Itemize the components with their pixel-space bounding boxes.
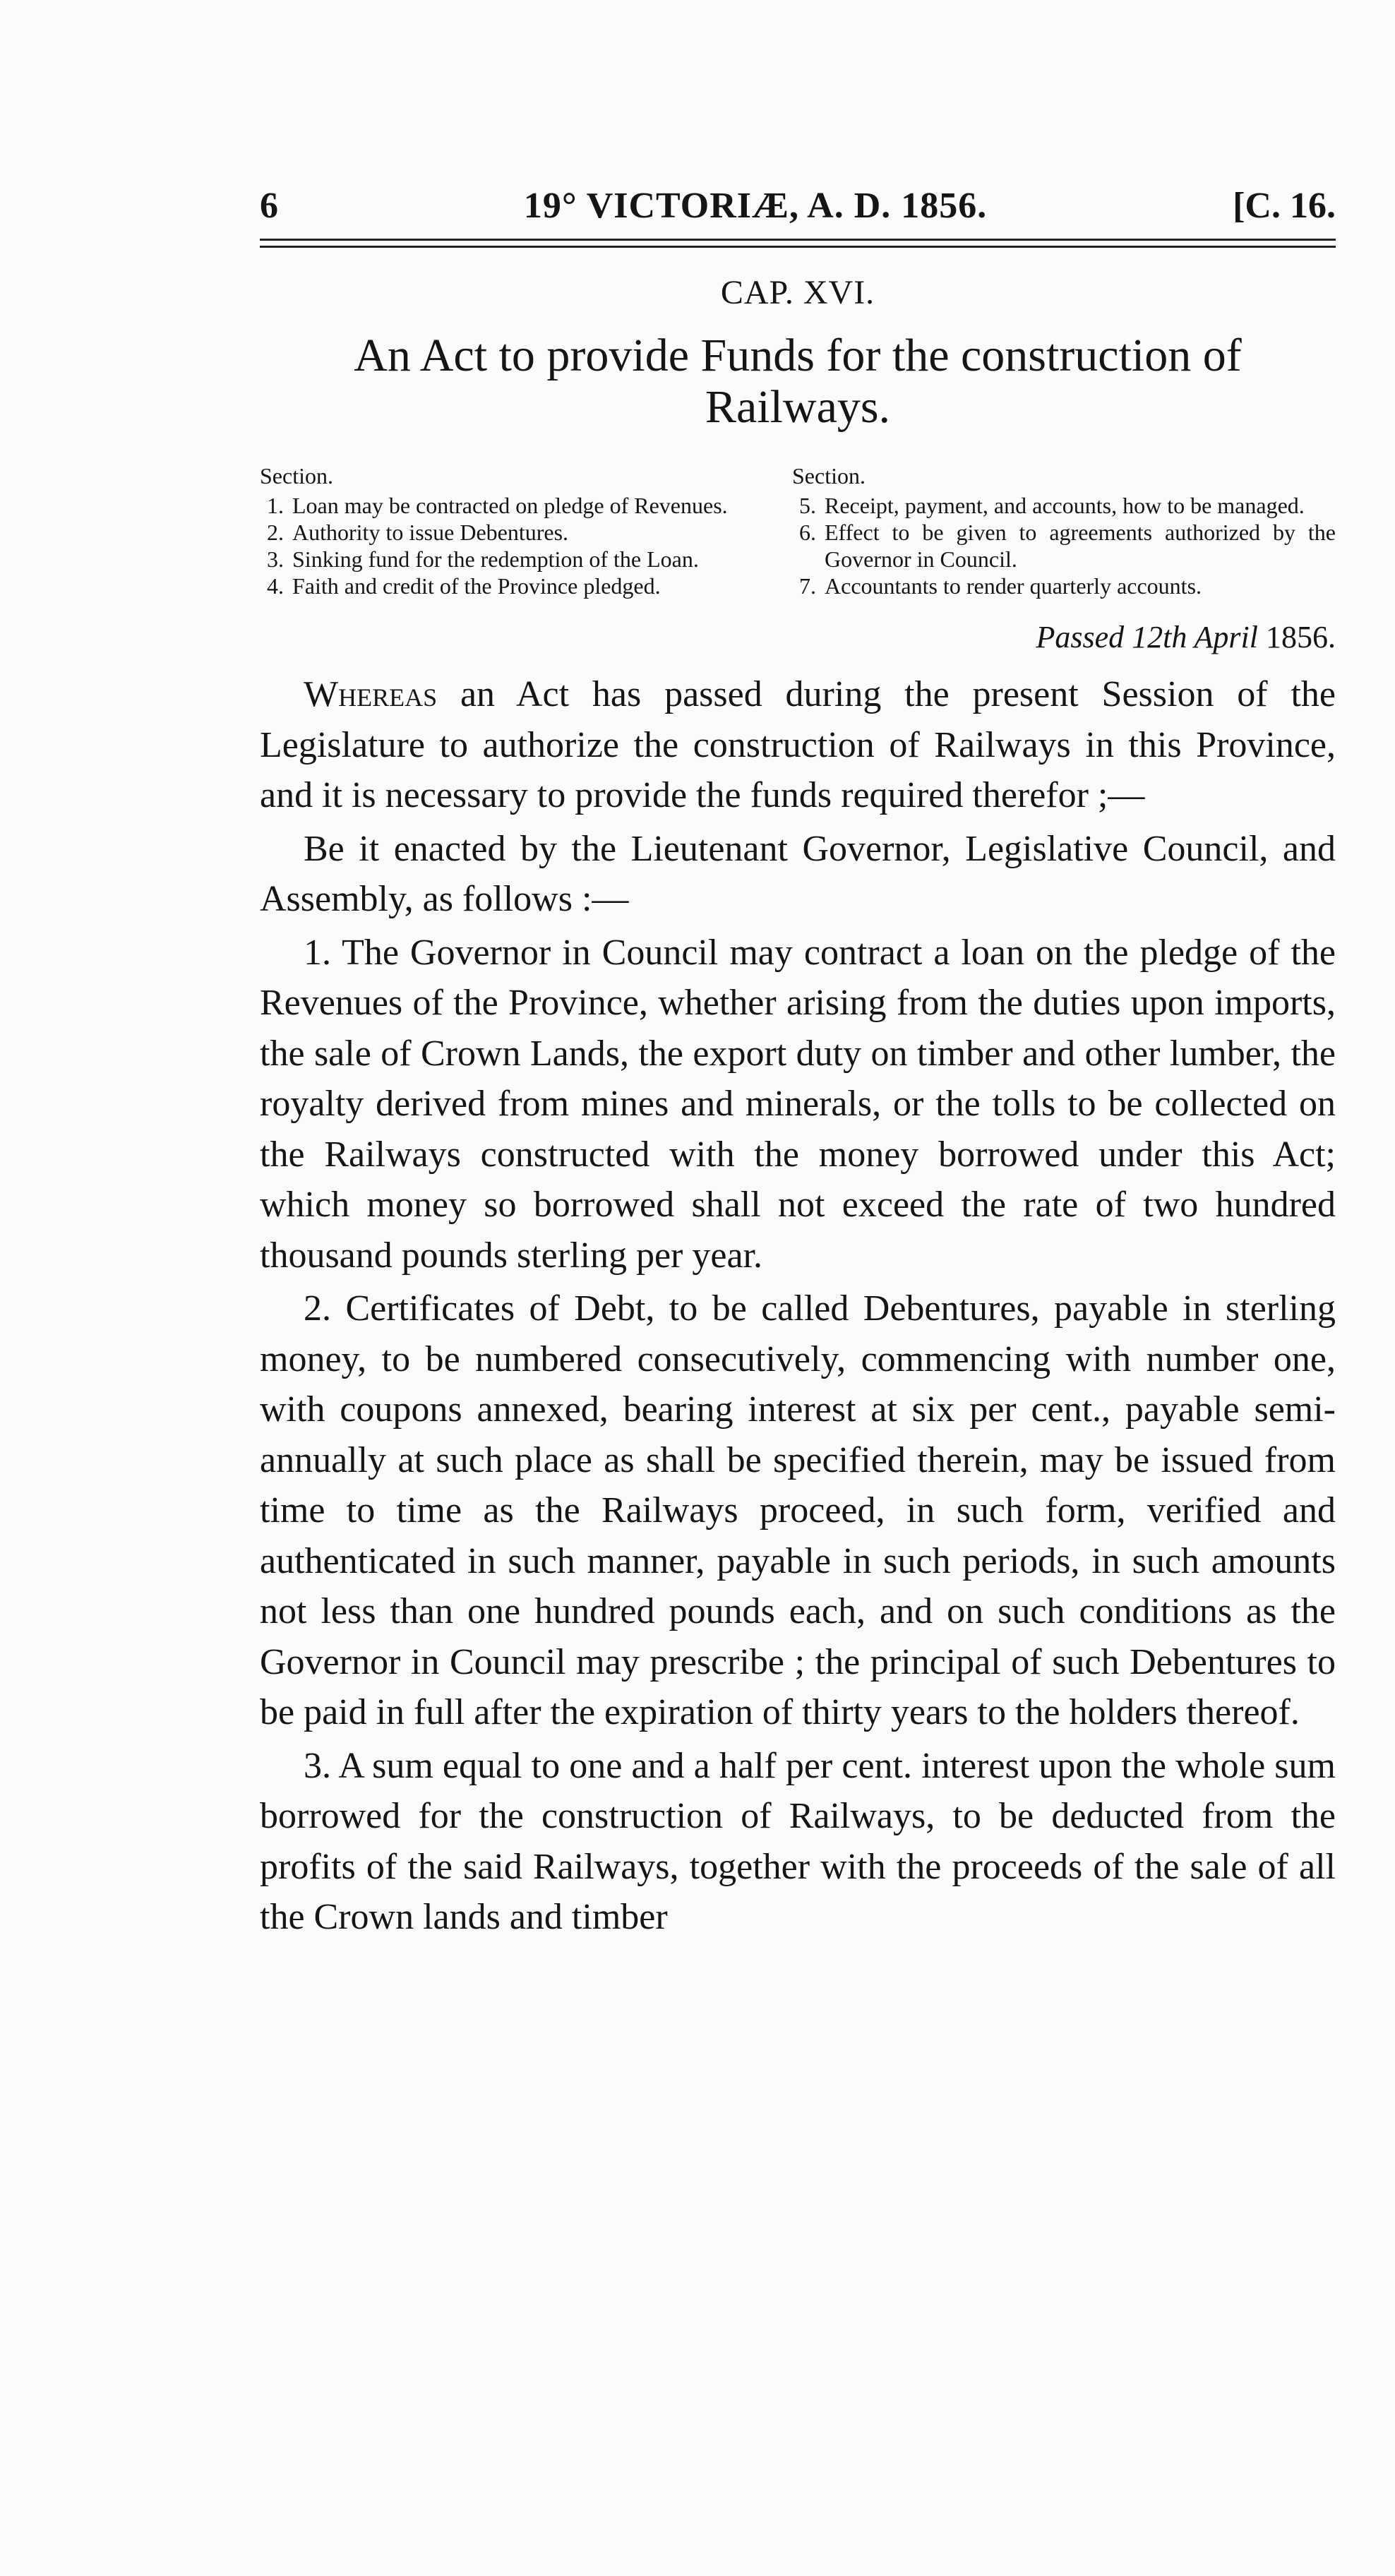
entry-text: Sinking fund for the redemption of the Loan. bbox=[292, 546, 699, 573]
entry-text: Effect to be given to agreements authorized by the Governor in Council. bbox=[825, 520, 1336, 573]
cap-heading: CAP. XVI. bbox=[720, 274, 875, 311]
preamble-first-word: Whereas bbox=[304, 674, 438, 715]
header-rule bbox=[260, 239, 1336, 248]
enacting-clause: Be it enacted by the Lieutenant Governor, Legislative Council, and Assembly, as follows :— bbox=[260, 828, 1336, 920]
act-title: An Act to provide Funds for the construction of Railways. bbox=[354, 330, 1242, 433]
passed-date bbox=[260, 619, 1336, 655]
contents-entry bbox=[792, 573, 1336, 599]
contents-entry bbox=[260, 546, 775, 573]
contents-entry bbox=[792, 492, 1336, 519]
entry-text: Loan may be contracted on pledge of Revenues. bbox=[292, 493, 728, 519]
running-title: 19° VICTORIÆ, A. D. 1856. bbox=[523, 186, 988, 226]
contents-entry bbox=[792, 519, 1336, 573]
contents-entry bbox=[260, 492, 775, 519]
entry-text: Receipt, payment, and accounts, how to be managed. bbox=[825, 493, 1305, 519]
entry-text: Accountants to render quarterly accounts. bbox=[825, 573, 1202, 599]
contents-entry bbox=[260, 573, 775, 599]
preamble-text: an Act has passed during the present Session of the Legislature to authorize the construction of Railways in this Province, and it is necessary to provide the funds required therefor ;— bbox=[260, 674, 1336, 816]
entry-number: 4. bbox=[267, 573, 284, 599]
entry-number: 1. bbox=[267, 493, 284, 519]
section-heading-right: Section. bbox=[792, 463, 866, 489]
running-head bbox=[260, 185, 1336, 232]
contents-entry bbox=[260, 519, 775, 546]
passed-text: Passed 12th April bbox=[1036, 620, 1258, 655]
passed-year: 1856. bbox=[1266, 620, 1336, 655]
entry-number: 5. bbox=[799, 493, 816, 519]
page bbox=[260, 185, 1336, 1946]
section-1: 1. The Governor in Council may contract a loan on the pledge of the Revenues of the Province, whether arising from the duties upon imports, the sale of Crown Lands, the export duty on timber and other lumber, the royalty derived from mines and minerals, or the tolls to be collected on the Railways constructed with the money borrowed under this Act; which money so borrowed shall not exceed the rate of two hundred thousand pounds sterling per year. bbox=[260, 932, 1336, 1276]
act-body bbox=[260, 669, 1336, 1943]
preamble-paragraph bbox=[260, 669, 1336, 821]
section-2: 2. Certificates of Debt, to be called Debentures, payable in sterling money, to be numbered consecutively, commencing with number one, with coupons annexed, bearing interest at six per cent., payable semi-annually at such place as shall be specified therein, may be issued from time to time as the Railways proceed, in such form, verified and authenticated in such manner, payable in such periods, in such amounts not less than one hundred pounds each, and on such conditions as the Governor in Council may prescribe ; the principal of such Debentures to be paid in full after the expiration of thirty years to the holders thereof. bbox=[260, 1288, 1336, 1733]
entry-text: Authority to issue Debentures. bbox=[292, 520, 569, 546]
section-heading-left: Section. bbox=[260, 463, 333, 489]
entry-text: Faith and credit of the Province pledged. bbox=[292, 573, 661, 599]
section-contents bbox=[260, 462, 1336, 599]
entry-number: 2. bbox=[267, 520, 284, 546]
entry-number: 3. bbox=[267, 546, 284, 573]
contents-left-column bbox=[260, 462, 775, 599]
chapter-ref: [C. 16. bbox=[1233, 186, 1336, 226]
section-3: 3. A sum equal to one and a half per cent. interest upon the whole sum borrowed for the construction of Railways, to be deducted from the profits of the said Railways, together with the proceeds of the sale of all the Crown lands and timber bbox=[260, 1745, 1336, 1938]
contents-right-column bbox=[792, 462, 1336, 599]
page-number: 6 bbox=[260, 186, 278, 226]
entry-number: 6. bbox=[799, 520, 816, 546]
entry-number: 7. bbox=[799, 573, 816, 599]
